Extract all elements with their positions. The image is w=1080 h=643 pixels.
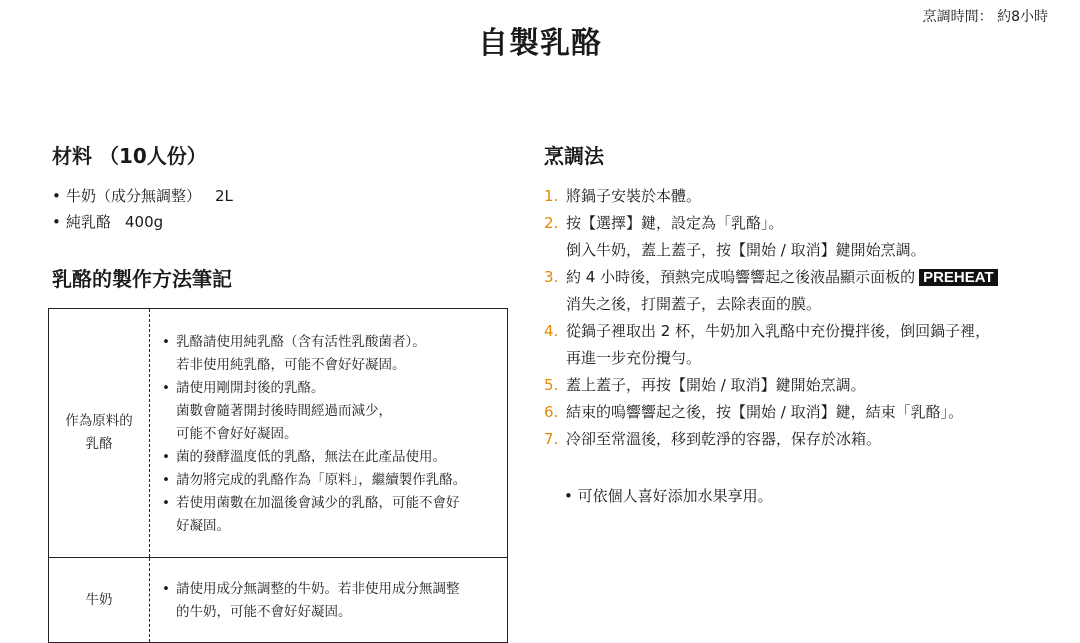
ingredient-name: 純乳酪: [66, 213, 112, 231]
notes-row-content: [150, 309, 508, 558]
notes-row-label: 牛奶: [49, 558, 150, 643]
step-item: [544, 426, 1064, 453]
cooking-time-note: 烹調時間： 約8小時: [922, 9, 1048, 25]
notes-row-cheese: [49, 309, 508, 558]
step-item: [544, 210, 1064, 264]
step-number: 5.: [544, 376, 559, 394]
right-column: [544, 140, 1064, 506]
step-number: 6.: [544, 403, 559, 421]
note-item: • 菌的發酵溫度低的乳酪，無法在此產品使用。: [162, 446, 497, 469]
step-text: 蓋上蓋子，再按【開始 / 取消】鍵開始烹調。: [566, 376, 866, 394]
step-item: [544, 183, 1064, 210]
serving-tip: • 可依個人喜好添加水果享用。: [564, 487, 773, 505]
step-number: 3.: [544, 268, 559, 286]
notes-table: [48, 308, 508, 643]
page-title: 自製乳酪: [478, 26, 602, 61]
step-item: [544, 264, 1064, 318]
step-number: 1.: [544, 187, 559, 205]
step-text: 約 4 小時後，預熱完成嗚響響起之後液晶顯示面板的 PREHEAT 消失之後，打開蓋子，去除表面的膜。: [566, 264, 1064, 318]
notes-row-milk: [49, 558, 508, 643]
ingredient-name: 牛奶（成分無調整）: [66, 187, 202, 205]
note-item: • 請使用剛開封後的乳酪。 菌數會隨著開封後時間經過而減少， 可能不會好好凝固。: [162, 377, 497, 446]
step-text: 結束的嗚響響起之後，按【開始 / 取消】鍵，結束「乳酪」。: [566, 403, 964, 421]
step-text: 冷卻至常溫後，移到乾淨的容器，保存於冰箱。: [566, 430, 882, 448]
note-item: • 若使用菌數在加溫後會減少的乳酪，可能不會好 好凝固。: [162, 492, 497, 538]
notes-title: 乳酪的製作方法筆記: [52, 267, 232, 291]
preheat-display-badge: PREHEAT: [919, 269, 998, 286]
note-item: • 請勿將完成的乳酪作為「原料」，繼續製作乳酪。: [162, 469, 497, 492]
ingredient-quantity: 2L: [215, 187, 233, 205]
step-item: [544, 399, 1064, 426]
left-column: [52, 140, 512, 643]
step-text: 按【選擇】鍵，設定為「乳酪」。 倒入牛奶，蓋上蓋子，按【開始 / 取消】鍵開始烹調。: [566, 214, 926, 259]
step-text: 從鍋子裡取出 2 杯，牛奶加入乳酪中充份攪拌後，倒回鍋子裡， 再進一步充份攪勻。: [566, 322, 991, 367]
step-number: 2.: [544, 214, 559, 232]
ingredient-quantity: 400g: [125, 213, 164, 231]
step-text: 將鍋子安裝於本體。: [566, 187, 702, 205]
method-title: 烹調法: [544, 144, 604, 168]
ingredient-item: • 牛奶（成分無調整） 2L: [52, 187, 233, 205]
note-item: • 請使用成分無調整的牛奶。若非使用成分無調整 的牛奶，可能不會好好凝固。: [162, 578, 497, 624]
ingredient-item: • 純乳酪 400g: [52, 213, 164, 231]
step-item: [544, 318, 1064, 372]
notes-row-content: [150, 558, 508, 643]
step-number: 7.: [544, 430, 559, 448]
step-number: 4.: [544, 322, 559, 340]
step-item: [544, 372, 1064, 399]
method-steps: [544, 183, 1064, 453]
ingredients-list: [52, 183, 512, 235]
ingredients-title: 材料 （10人份）: [52, 144, 207, 168]
notes-row-label: 作為原料的 乳酪: [49, 309, 150, 558]
bullet-icon: •: [564, 487, 578, 505]
note-item: • 乳酪請使用純乳酪（含有活性乳酸菌者）。 若非使用純乳酪，可能不會好好凝固。: [162, 331, 497, 377]
